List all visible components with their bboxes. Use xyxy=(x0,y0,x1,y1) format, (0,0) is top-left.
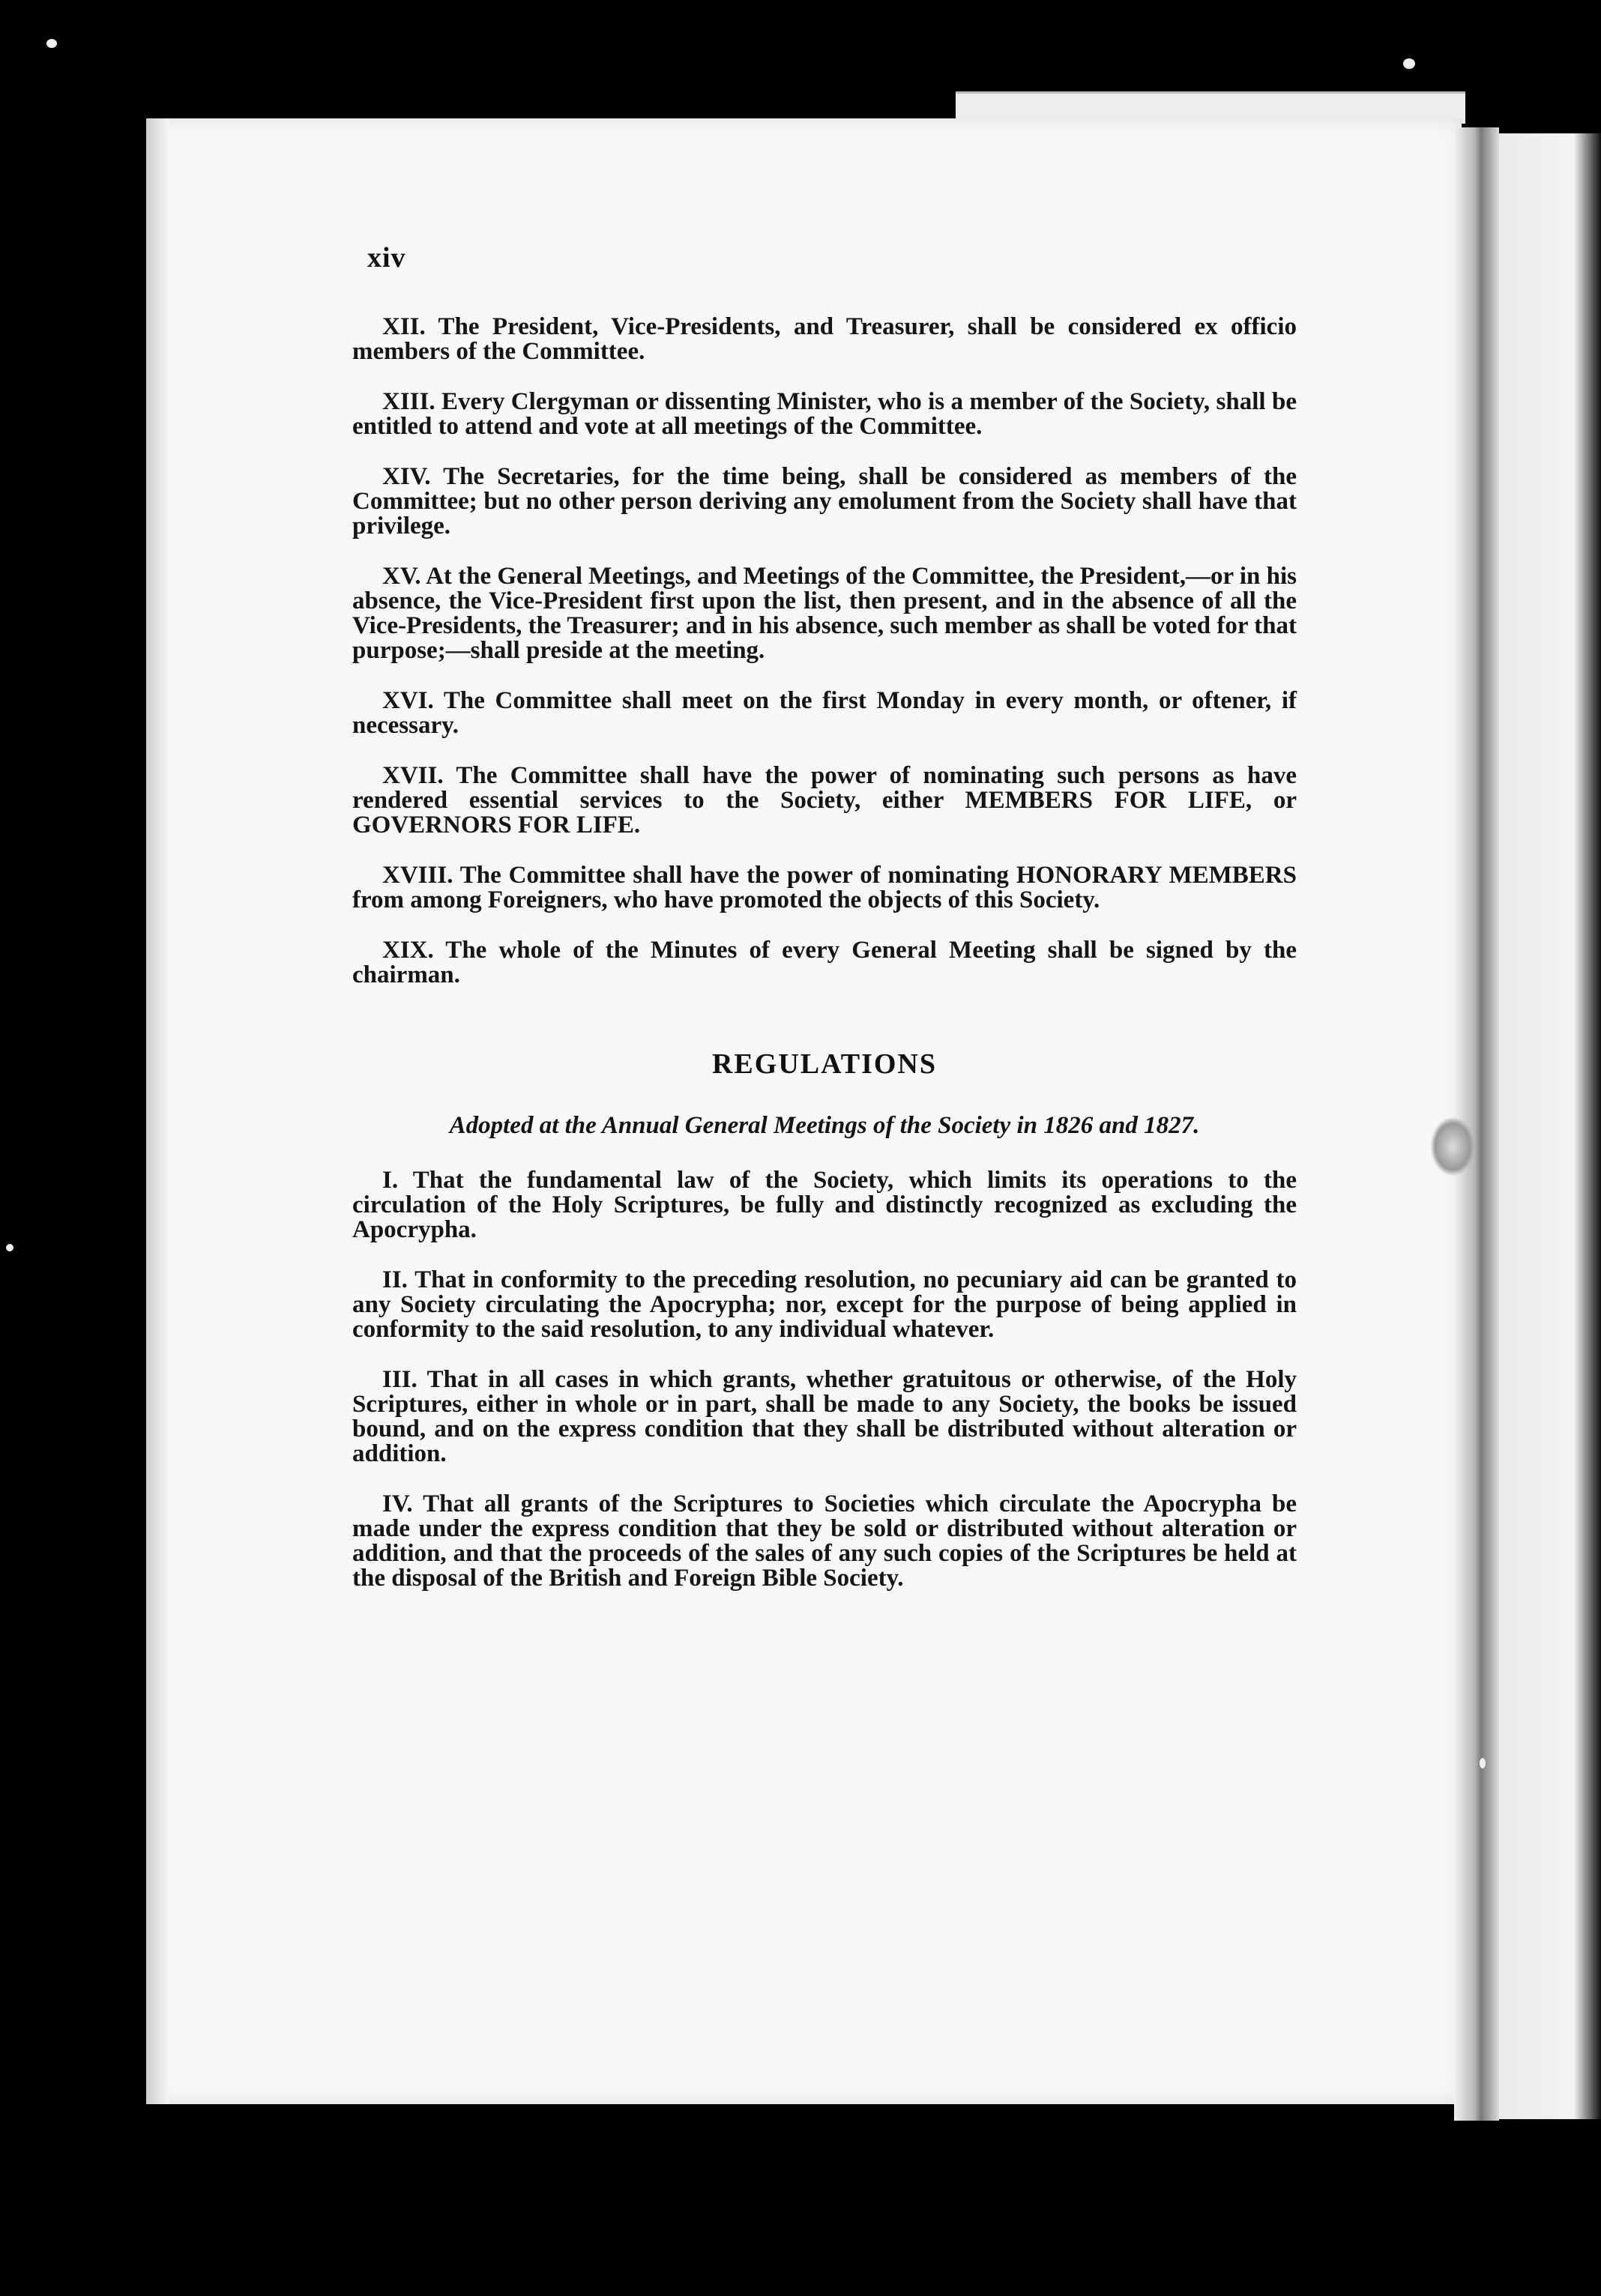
rule-16: XVI. The Committee shall meet on the first Monday in every month, or oftener, if necessary. xyxy=(352,687,1297,739)
page-text xyxy=(352,315,1297,1616)
rule-19: XIX. The whole of the Minutes of every General Meeting shall be signed by the chairman. xyxy=(352,937,1297,988)
rule-14: XIV. The Secretaries, for the time being, shall be considered as members of the Committee; but no other person deriving any emolument from the Society shall have that privilege. xyxy=(352,463,1297,540)
rule-18: XVIII. The Committee shall have the power of nominating HONORARY MEMBERS from among Foreigners, who have promoted the objects of this Society. xyxy=(352,862,1297,913)
rule-13: XIII. Every Clergyman or dissenting Minister, who is a member of the Society, shall be entitled to attend and vote at all meetings of the Committee. xyxy=(352,388,1297,440)
page-edge-shadow xyxy=(146,118,169,2104)
dust-speck xyxy=(1480,1758,1486,1768)
regulation-3: III. That in all cases in which grants, whether gratuitous or otherwise, of the Holy Scriptures, either in whole or in part, shall be made to any Society, the books be issued bound, and on the express condition that they shall be distributed without alteration or addition. xyxy=(352,1366,1297,1467)
dust-speck xyxy=(46,39,57,48)
regulations-heading: REGULATIONS xyxy=(711,1048,938,1080)
regulation-4: IV. That all grants of the Scriptures to Societies which circulate the Apocrypha be made under the express condition that they be sold or distributed without alteration or addition, and that the proceeds of the sales of any such copies of the Scriptures be held at the disposal of the British and Foreign Bible Society. xyxy=(352,1490,1297,1592)
rule-12: XII. The President, Vice-Presidents, and Treasurer, shall be considered ex officio members of the Committee. xyxy=(352,313,1297,365)
page-number: xiv xyxy=(367,242,406,274)
regulation-2: II. That in conformity to the preceding resolution, no pecuniary aid can be granted to any Society circulating the Apocrypha; nor, except for the purpose of being applied in conformity to the said resolution, to any individual whatever. xyxy=(352,1266,1297,1343)
rule-17: XVII. The Committee shall have the power of nominating such persons as have rendered essential services to the Society, either MEMBERS FOR LIFE, or GOVERNORS FOR LIFE. xyxy=(352,762,1297,839)
regulations-subheading: Adopted at the Annual General Meetings of the Society in 1826 and 1827. xyxy=(449,1112,1200,1139)
binding-clip xyxy=(1430,1117,1475,1176)
regulation-1: I. That the fundamental law of the Society, which limits its operations to the circulation of the Holy Scriptures, be fully and distinctly recognized as excluding the Apocrypha. xyxy=(352,1167,1297,1243)
dust-speck xyxy=(6,1244,13,1251)
rule-15: XV. At the General Meetings, and Meetings of the Committee, the President,—or in his absence, the Vice-President first upon the list, then present, and in the absence of all the Vice-Presidents, the Treasurer; and in his absence, such member as shall be voted for that purpose;—shall preside at the meeting. xyxy=(352,563,1297,664)
dust-speck xyxy=(1403,58,1415,69)
